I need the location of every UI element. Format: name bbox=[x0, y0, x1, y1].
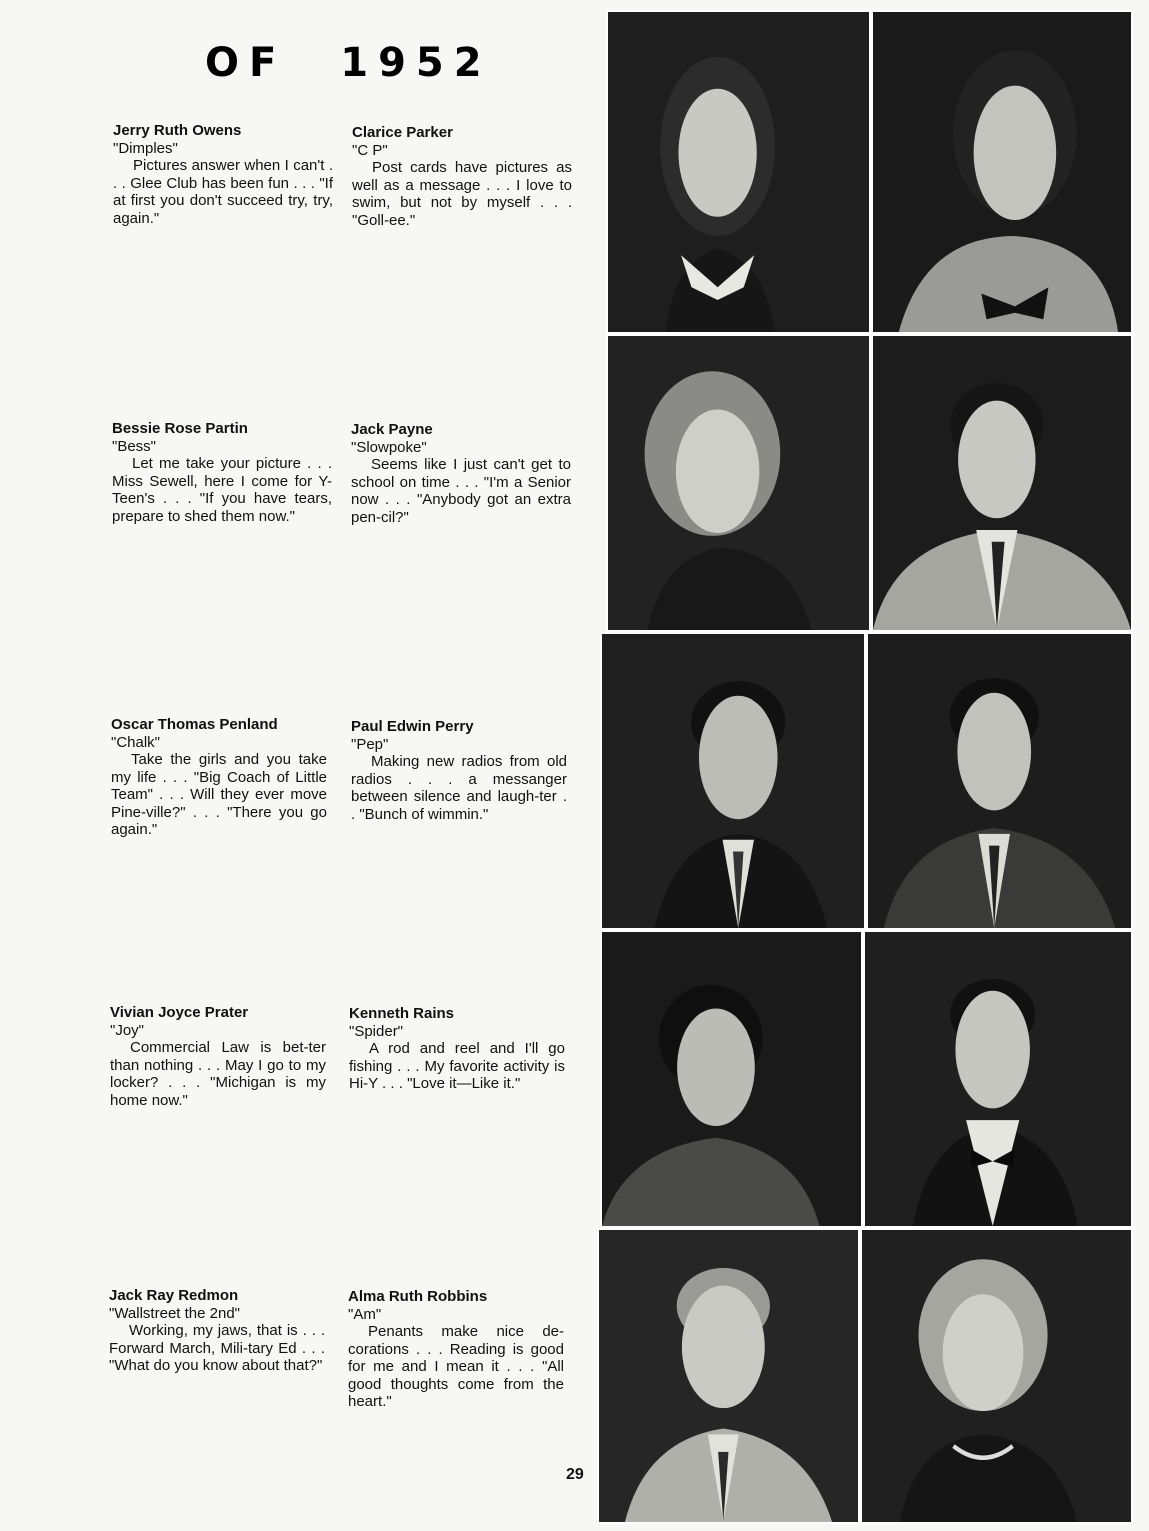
student-name: Jack Payne bbox=[351, 421, 433, 438]
student-nickname: "Dimples" bbox=[113, 139, 178, 157]
student-name: Kenneth Rains bbox=[349, 1005, 455, 1022]
student-bio bbox=[112, 420, 332, 525]
student-description: A rod and reel and I'll go fishing . . . My favorite activity is Hi-Y . . . "Love it—Like it." bbox=[349, 1040, 565, 1092]
student-nickname: "Joy" bbox=[110, 1021, 144, 1039]
student-bio bbox=[351, 421, 571, 526]
student-name: Jack Ray Redmon bbox=[109, 1287, 239, 1304]
student-bio bbox=[351, 718, 567, 823]
student-nickname: "Chalk" bbox=[111, 733, 160, 751]
portrait-photo bbox=[606, 10, 871, 334]
student-nickname: "Wallstreet the 2nd" bbox=[109, 1304, 240, 1322]
student-bio bbox=[352, 124, 572, 229]
portrait-photo bbox=[606, 334, 871, 632]
student-nickname: "C P" bbox=[352, 141, 388, 159]
page-heading: OF 1952 bbox=[205, 40, 492, 86]
portrait-photo bbox=[600, 632, 866, 930]
student-description: Making new radios from old radios . . . a messanger between silence and laugh-ter . . "Bunch of wimmin." bbox=[351, 753, 567, 823]
student-nickname: "Am" bbox=[348, 1305, 382, 1323]
student-bio bbox=[109, 1287, 325, 1375]
student-description: Penants make nice de-corations . . . Reading is good for me and I mean it . . . "All good thoughts come from the heart." bbox=[348, 1323, 564, 1410]
student-name: Vivian Joyce Prater bbox=[110, 1004, 249, 1021]
student-bio bbox=[111, 716, 327, 839]
student-nickname: "Spider" bbox=[349, 1022, 404, 1040]
portrait-photo bbox=[871, 10, 1133, 334]
student-description: Commercial Law is bet-ter than nothing . . . May I go to my locker? . . . "Michigan is my home now." bbox=[110, 1039, 326, 1109]
student-description: Seems like I just can't get to school on time . . . "I'm a Senior now . . . "Anybody got an extra pen-cil?" bbox=[351, 456, 571, 526]
student-description: Let me take your picture . . . Miss Sewell, here I come for Y-Teen's . . . "If you have tears, prepare to shed them now." bbox=[112, 455, 332, 525]
portrait-photo bbox=[866, 632, 1133, 930]
student-name: Paul Edwin Perry bbox=[351, 718, 474, 735]
student-description: Take the girls and you take my life . . . "Big Coach of Little Team" . . . Will they ever move Pine-ville?" . . . "There you go again." bbox=[111, 751, 327, 838]
student-name: Bessie Rose Partin bbox=[112, 420, 248, 437]
student-name: Oscar Thomas Penland bbox=[111, 716, 278, 733]
student-description: Pictures answer when I can't . . . Glee Club has been fun . . . "If at first you don't succeed try, try, again." bbox=[113, 157, 333, 227]
student-bio bbox=[113, 122, 333, 227]
student-nickname: "Bess" bbox=[112, 437, 156, 455]
student-bio bbox=[349, 1005, 565, 1093]
portrait-photo bbox=[860, 1228, 1133, 1524]
student-name: Clarice Parker bbox=[352, 124, 453, 141]
student-bio bbox=[110, 1004, 326, 1109]
student-nickname: "Pep" bbox=[351, 735, 389, 753]
student-name: Alma Ruth Robbins bbox=[348, 1288, 488, 1305]
student-name: Jerry Ruth Owens bbox=[113, 122, 242, 139]
student-nickname: "Slowpoke" bbox=[351, 438, 427, 456]
portrait-photo bbox=[597, 1228, 860, 1524]
portrait-photo bbox=[600, 930, 863, 1228]
portrait-photo bbox=[863, 930, 1133, 1228]
page-number: 29 bbox=[566, 1466, 584, 1483]
student-bio bbox=[348, 1288, 564, 1411]
student-description: Working, my jaws, that is . . . Forward March, Mili-tary Ed . . . "What do you know about that?" bbox=[109, 1322, 325, 1374]
portrait-photo bbox=[871, 334, 1133, 632]
student-description: Post cards have pictures as well as a message . . . I love to swim, but not by myself . . . "Goll-ee." bbox=[352, 159, 572, 229]
